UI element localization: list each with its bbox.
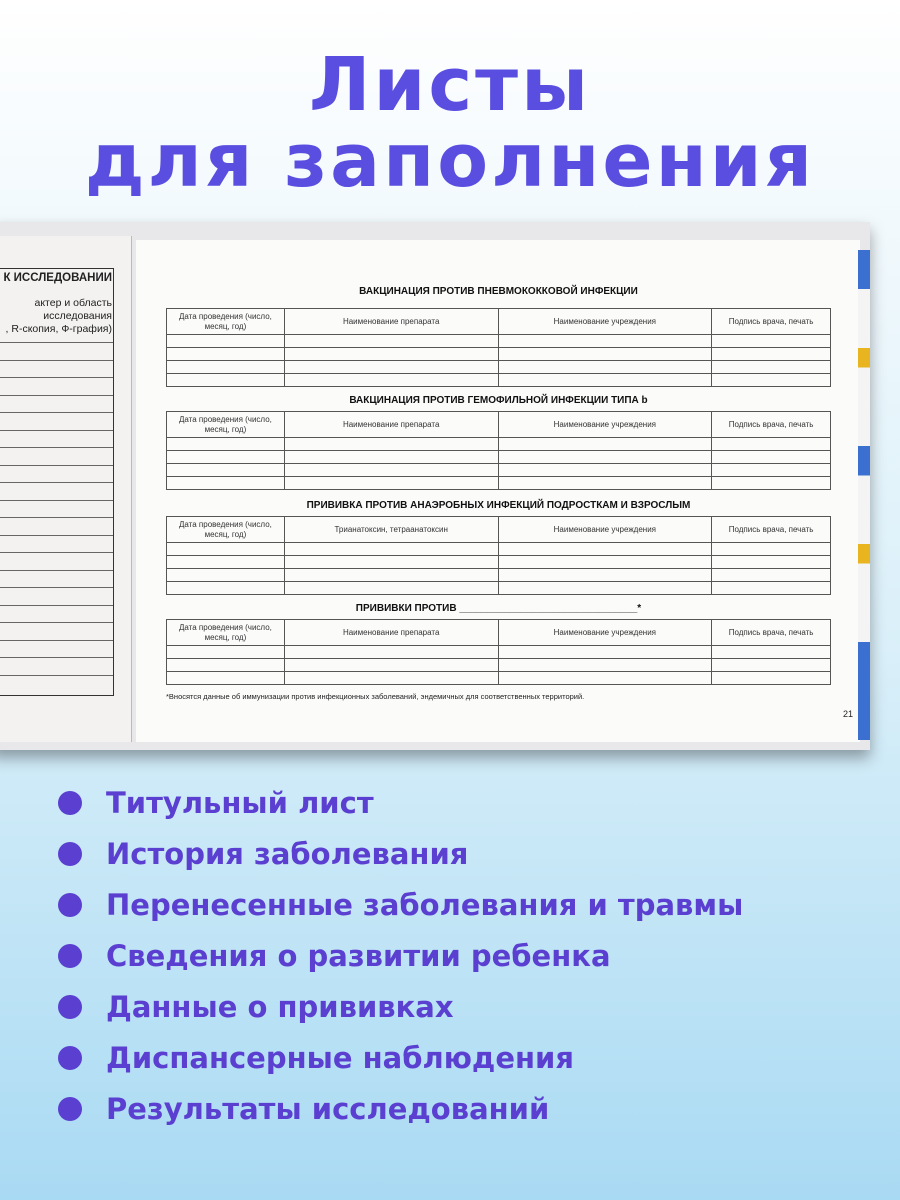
page-tabs [858, 250, 870, 740]
vaccination-table [166, 619, 831, 685]
feature-label: Сведения о развитии ребенка [106, 939, 611, 973]
vaccination-table [166, 516, 831, 595]
table-cell[interactable] [712, 335, 831, 348]
column-header: Наименование учреждения [498, 412, 712, 438]
table-cell[interactable] [498, 438, 712, 451]
bullet-dot-icon [58, 842, 82, 866]
bullet-dot-icon [58, 1097, 82, 1121]
feature-item [58, 990, 454, 1024]
table-cell[interactable] [167, 374, 285, 387]
table-cell[interactable] [167, 582, 285, 595]
table-cell[interactable] [284, 646, 498, 659]
table-cell[interactable] [284, 582, 498, 595]
table-cell[interactable] [712, 361, 831, 374]
column-header: Подпись врача, печать [712, 620, 831, 646]
table-cell[interactable] [712, 543, 831, 556]
table-row [167, 646, 831, 659]
column-header: Подпись врача, печать [712, 412, 831, 438]
vaccination-table [166, 411, 831, 490]
table-row [167, 659, 831, 672]
table-cell[interactable] [712, 646, 831, 659]
table-cell[interactable] [284, 543, 498, 556]
table-cell[interactable] [284, 477, 498, 490]
left-row-line [0, 430, 113, 431]
left-row-line [0, 535, 113, 536]
feature-item [58, 888, 743, 922]
left-row-line [0, 640, 113, 641]
table-cell[interactable] [284, 438, 498, 451]
table-cell[interactable] [284, 659, 498, 672]
left-text-line: исследования [43, 310, 112, 322]
column-header: Дата проведения (число, месяц, год) [167, 412, 285, 438]
left-page-heading: К ИССЛЕДОВАНИЙ [3, 272, 112, 284]
feature-label: Диспансерные наблюдения [106, 1041, 574, 1075]
table-cell[interactable] [498, 464, 712, 477]
table-cell[interactable] [498, 659, 712, 672]
table-cell[interactable] [712, 582, 831, 595]
table-cell[interactable] [284, 348, 498, 361]
title-line-2: для заполнения [84, 118, 816, 204]
feature-label: История заболевания [106, 837, 469, 871]
left-row-line [0, 657, 113, 658]
table-cell[interactable] [167, 348, 285, 361]
bullet-dot-icon [58, 791, 82, 815]
bullet-dot-icon [58, 995, 82, 1019]
table-cell[interactable] [284, 374, 498, 387]
left-row-line [0, 395, 113, 396]
table-cell[interactable] [712, 569, 831, 582]
left-text-line: актер и область [34, 297, 112, 309]
feature-item [58, 1092, 549, 1126]
table-cell[interactable] [712, 556, 831, 569]
column-header: Наименование учреждения [498, 517, 712, 543]
left-text-line: , R-скопия, Ф-графия) [5, 323, 112, 335]
table-cell[interactable] [712, 477, 831, 490]
table-cell[interactable] [498, 556, 712, 569]
table-cell[interactable] [167, 672, 285, 685]
table-cell[interactable] [167, 451, 285, 464]
table-row [167, 672, 831, 685]
left-row-line [0, 587, 113, 588]
table-row [167, 556, 831, 569]
left-row-line [0, 342, 113, 343]
column-header: Подпись врача, печать [712, 517, 831, 543]
table-cell[interactable] [498, 348, 712, 361]
table-cell[interactable] [167, 477, 285, 490]
column-header: Наименование препарата [284, 412, 498, 438]
table-row [167, 464, 831, 477]
table-cell[interactable] [284, 335, 498, 348]
column-header: Дата проведения (число, месяц, год) [167, 309, 285, 335]
table-cell[interactable] [167, 569, 285, 582]
left-row-line [0, 360, 113, 361]
bullet-dot-icon [58, 944, 82, 968]
bullet-dot-icon [58, 893, 82, 917]
table-row [167, 374, 831, 387]
feature-item [58, 1041, 574, 1075]
left-row-line [0, 412, 113, 413]
left-row-line [0, 465, 113, 466]
table-cell[interactable] [712, 672, 831, 685]
table-cell[interactable] [498, 569, 712, 582]
title-line-1: Листы [309, 42, 591, 128]
bullet-dot-icon [58, 1046, 82, 1070]
feature-label: Результаты исследований [106, 1092, 550, 1126]
table-cell[interactable] [712, 464, 831, 477]
left-row-line [0, 500, 113, 501]
feature-item [58, 786, 374, 820]
table-cell[interactable] [712, 374, 831, 387]
table-row [167, 477, 831, 490]
table-cell[interactable] [284, 361, 498, 374]
table-cell[interactable] [167, 361, 285, 374]
table-row [167, 451, 831, 464]
section-heading: ВАКЦИНАЦИЯ ПРОТИВ ГЕМОФИЛЬНОЙ ИНФЕКЦИИ ТИПА b [349, 395, 648, 406]
column-header: Трианатоксин, тетраанатоксин [284, 517, 498, 543]
left-row-line [0, 377, 113, 378]
table-cell[interactable] [167, 556, 285, 569]
table-cell[interactable] [712, 438, 831, 451]
table-cell[interactable] [498, 374, 712, 387]
column-header: Наименование учреждения [498, 309, 712, 335]
left-row-line [0, 675, 113, 676]
page-number: 21 [843, 709, 854, 719]
table-row [167, 335, 831, 348]
table-cell[interactable] [284, 556, 498, 569]
left-row-line [0, 447, 113, 448]
column-header: Наименование препарата [284, 620, 498, 646]
table-row [167, 438, 831, 451]
column-header: Наименование учреждения [498, 620, 712, 646]
table-cell[interactable] [498, 477, 712, 490]
table-cell[interactable] [712, 659, 831, 672]
table-cell[interactable] [498, 543, 712, 556]
feature-label: Перенесенные заболевания и травмы [106, 888, 744, 922]
left-row-line [0, 622, 113, 623]
table-row [167, 348, 831, 361]
column-header: Подпись врача, печать [712, 309, 831, 335]
table-cell[interactable] [167, 438, 285, 451]
feature-label: Данные о прививках [106, 990, 454, 1024]
column-header: Дата проведения (число, месяц, год) [167, 517, 285, 543]
table-cell[interactable] [712, 451, 831, 464]
table-cell[interactable] [284, 672, 498, 685]
table-cell[interactable] [712, 348, 831, 361]
table-cell[interactable] [498, 646, 712, 659]
column-header: Наименование препарата [284, 309, 498, 335]
table-row [167, 582, 831, 595]
left-row-line [0, 482, 113, 483]
feature-item [58, 939, 611, 973]
table-cell[interactable] [284, 464, 498, 477]
table-cell[interactable] [284, 451, 498, 464]
table-row [167, 569, 831, 582]
table-row [167, 543, 831, 556]
feature-label: Титульный лист [106, 786, 374, 820]
table-row [167, 361, 831, 374]
table-cell[interactable] [498, 672, 712, 685]
section-heading: ВАКЦИНАЦИЯ ПРОТИВ ПНЕВМОКОККОВОЙ ИНФЕКЦИИ [359, 286, 638, 297]
left-page-text [0, 297, 112, 336]
table-cell[interactable] [167, 464, 285, 477]
section-heading: ПРИВИВКИ ПРОТИВ ________________________________* [355, 603, 642, 614]
footnote: *Вносятся данные об иммунизации против инфекционных заболеваний, эндемичных для соответственных территорий. [166, 692, 585, 701]
table-cell[interactable] [498, 582, 712, 595]
left-row-line [0, 517, 113, 518]
left-row-line [0, 552, 113, 553]
table-cell[interactable] [167, 335, 285, 348]
table-cell[interactable] [167, 646, 285, 659]
table-cell[interactable] [498, 451, 712, 464]
table-cell[interactable] [167, 543, 285, 556]
column-header: Дата проведения (число, месяц, год) [167, 620, 285, 646]
left-row-line [0, 605, 113, 606]
table-cell[interactable] [167, 659, 285, 672]
vaccination-table [166, 308, 831, 387]
left-row-line [0, 570, 113, 571]
section-heading: ПРИВИВКА ПРОТИВ АНАЭРОБНЫХ ИНФЕКЦИЙ ПОДРОСТКАМ И ВЗРОСЛЫМ [306, 500, 691, 511]
table-cell[interactable] [284, 569, 498, 582]
feature-item [58, 837, 468, 871]
table-cell[interactable] [498, 361, 712, 374]
table-cell[interactable] [498, 335, 712, 348]
